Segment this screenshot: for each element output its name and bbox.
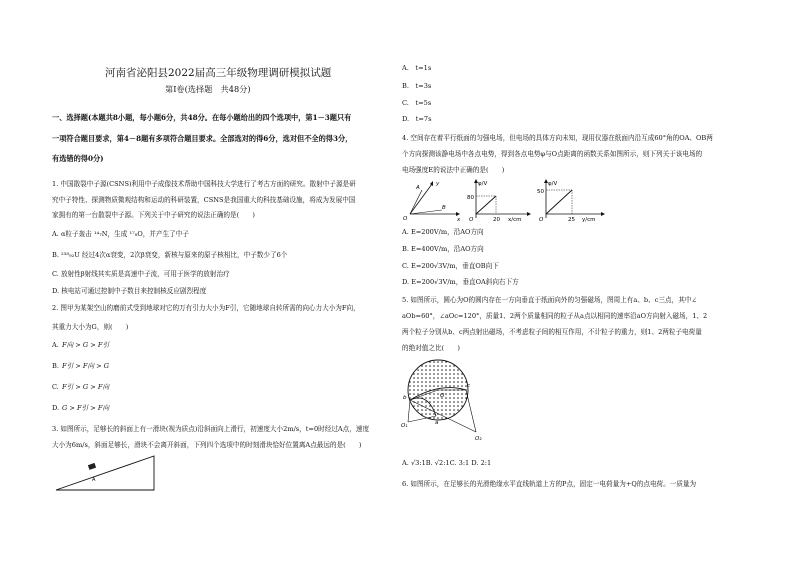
q2-option-a: F向 > G > F引 bbox=[62, 341, 110, 349]
direction-figure bbox=[402, 178, 464, 222]
fig5-o1-label: O₁ bbox=[401, 423, 408, 429]
q5-stem-line4: 的绝对值之比( ) bbox=[402, 344, 460, 352]
q1-stem-line3: 家拥有的第一台散裂中子源。下列关于中子研究的说法正确的是( ) bbox=[52, 211, 255, 219]
section-instructions-line3: 有选错的得0分) bbox=[52, 154, 104, 163]
q1-stem-line2: 究中子特性、探测物质微观结构和运动的科研装置，CSNS是我国重大的科技基础设施，将成为发展中国 bbox=[52, 196, 356, 204]
fig1-x-label: x bbox=[457, 217, 461, 222]
q3-option-b: B. t=3s bbox=[402, 82, 432, 90]
q1-option-c: C. 放射性β射线其实质是高速中子流，可用于医学的放射治疗 bbox=[52, 270, 230, 278]
q4-option-b: B. E=400V/m，沿AO方向 bbox=[402, 245, 484, 253]
q1-option-b: B. ²³⁸₉₂U 经过4次α衰变，2次β衰变，新核与原来的原子核相比，中子数少了6个 bbox=[52, 251, 288, 259]
q2-option-b-letter: B. bbox=[52, 362, 59, 370]
q3-option-d: D. t=7s bbox=[402, 115, 432, 123]
q1-stem-line1: 1. 中国散裂中子源(CSNS)利用中子成像技术帮助中国科技大学进行了考古方面的研究。散射中子源是研 bbox=[52, 180, 356, 188]
q1-option-d: D. 核电站可通过控制中子数目来控制核反应剧烈程度 bbox=[52, 287, 207, 295]
point-a-label: A bbox=[92, 477, 96, 483]
q4-stem-line3: 电场强度E的说法中正确的是( ) bbox=[402, 166, 505, 174]
q3-option-a: A. t=1s bbox=[402, 64, 432, 72]
q2-stem-line1: 2. 图甲为某架空山的磨前式受到地球对它的万有引力大小为F引，它随地球自转所需的向心力大小为F向， bbox=[52, 304, 360, 312]
q2-option-d-letter: D. bbox=[52, 404, 60, 412]
q5-options: A. √3:1B. √2:1C. 3:1 D. 2:1 bbox=[402, 459, 492, 467]
page-subtitle: 第Ⅰ卷(选择题 共48分) bbox=[165, 84, 251, 94]
fig2-xlabel: x/cm bbox=[508, 217, 522, 222]
q3-stem-line1: 3. 如图所示，足够长的斜面上有一滑块(视为质点)沿斜面向上滑行，初速度大小2m/s，t=0时经过A点，速度 bbox=[52, 425, 370, 433]
fig1-y-label: y bbox=[436, 181, 440, 187]
q5-stem-line3: 两个粒子分别从b、c两点射出磁场，不考虑粒子间的相互作用，不计粒子的重力，则1、2两粒子电荷量 bbox=[402, 328, 702, 336]
fig3-ylabel: φ/V bbox=[548, 181, 558, 187]
q4-option-d: D. E=200√3V/m，垂直OA斜向右下方 bbox=[402, 278, 519, 286]
q6-stem-line1: 6. 如图所示，在足够长的光滑绝缘水平直线轨道上方的P点，固定一电荷量为+Q的点电荷。一质量为 bbox=[402, 480, 697, 488]
fig3-xlabel: y/cm bbox=[582, 217, 596, 222]
fig3-xval: 25 bbox=[568, 217, 575, 222]
fig5-b-label: b bbox=[403, 395, 407, 401]
fig3-o-label: O bbox=[539, 217, 544, 222]
fig5-c-label: c bbox=[467, 383, 471, 389]
phi-y-graph bbox=[536, 178, 610, 222]
fig2-o-label: O bbox=[469, 217, 474, 222]
q2-stem-line2: 其重力大小为G，则( ) bbox=[52, 323, 129, 331]
fig1-o-label: O bbox=[403, 216, 408, 222]
q3-option-c: C. t=5s bbox=[402, 99, 432, 107]
q4-option-c: C. E=200√3V/m，垂直OB向下 bbox=[402, 262, 499, 270]
q5-stem-line2: aOb=60°，∠aOc=120°，质量1、2两个质量相同的粒子从a点以相同的速率沿aO方向射入磁场，1、2 bbox=[402, 312, 708, 320]
fig5-a-label: a bbox=[435, 420, 439, 426]
q2-option-c: F引 > G > F向 bbox=[62, 383, 110, 391]
q2-option-a-letter: A. bbox=[52, 341, 59, 349]
phi-x-graph bbox=[466, 178, 536, 222]
fig1-b-label: B bbox=[442, 205, 446, 211]
fig5-o-label: O bbox=[440, 393, 445, 399]
fig3-yval: 50 bbox=[537, 189, 544, 195]
fig5-o2-label: O₂ bbox=[475, 436, 482, 442]
section-instructions-line2: 一项符合题目要求，第4－8题有多项符合题目要求。全部选对的得6分，选对但不全的得3分， bbox=[52, 134, 353, 143]
q2-option-d: G > F引 > F向 bbox=[62, 404, 110, 412]
q4-stem-line2: 个方向探测该静电场中各点电势，得到各点电势φ与O点距离的函数关系如图所示，则下列关于该电场的 bbox=[402, 150, 703, 158]
magnetic-field-figure bbox=[400, 352, 500, 442]
section-instructions-line1: 一、选择题(本题共8小题，每小题6分，共48分。在每小题给出的四个选项中，第1－3题只有 bbox=[52, 113, 352, 122]
q4-stem-line1: 4. 空间存在着平行纸面的匀强电场，但电场的具体方向未知，现用仪器在纸面内沿互成60°角的OA、OB两 bbox=[402, 134, 713, 142]
q2-option-c-letter: C. bbox=[52, 383, 59, 391]
fig2-yval: 80 bbox=[467, 195, 474, 201]
q4-option-a: A. E=200V/m，沿AO方向 bbox=[402, 228, 484, 236]
fig2-ylabel: φ/V bbox=[478, 181, 488, 187]
fig2-xval: 20 bbox=[493, 217, 500, 222]
q2-option-b: F引 > F向 > G bbox=[62, 362, 110, 370]
incline-figure bbox=[50, 452, 160, 494]
q1-option-a: A. α粒子轰击 ¹⁴₇N，生成 ¹⁷₈O，并产生了中子 bbox=[52, 230, 189, 238]
q3-stem-line2: 大小为6m/s，斜面足够长，滑块不会离开斜面，下列四个选项中的时刻滑块恰好位置离A点最远的是( ) bbox=[52, 441, 362, 449]
q5-stem-line1: 5. 如图所示，圆心为O的圆内存在一方向垂直于纸面向外的匀强磁场，图周上有a、b、c三点，其中∠ bbox=[402, 296, 697, 304]
fig1-a-label: A bbox=[416, 185, 420, 191]
page-title: 河南省泌阳县2022届高三年级物理调研模拟试题 bbox=[105, 67, 332, 79]
slider-block bbox=[88, 463, 96, 470]
